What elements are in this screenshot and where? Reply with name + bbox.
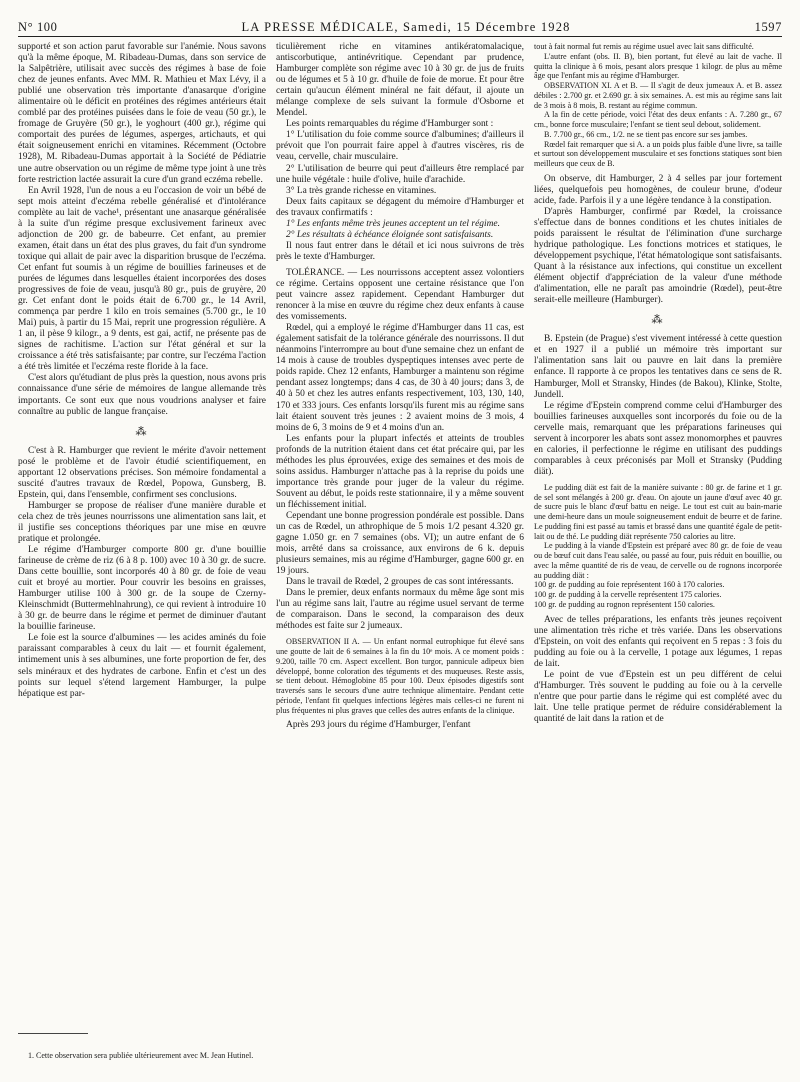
paragraph: 2° L'utilisation de beurre qui peut d'ailleurs être remplacé par une huile végétale : huile d'olive, huile d'arachide. [276,163,524,185]
paragraph: Cependant une bonne progression pondérale est possible. Dans un cas de Rœdel, un athrophique de 5 mois 1/2 pesant 4.320 gr. gagne 1.050 gr. en 7 semaines (obs. VI); un autre enfant de 6 mois, arrêté dans sa croissance, aux environs de 6 k. depuis plusieurs semaines, mis au régime d'Hamburger, gagne 600 gr. en 19 jours. [276,510,524,577]
paragraph: Le régime d'Hamburger comporte 800 gr. d'une bouillie farineuse de crème de riz (6 à 8 p. 100) avec 10 à 30 gr. de sucre. Dans cette bouillie, sont incorporés 40 à 80 gr. de foie de veau cuit et broyé au mortier. Pour couvrir les besoins en graisses, Hamburger utilise 100 à 300 gr. de la soupe de Czerny-Kleinschmidt (Buttermehlnahrung), ce qui revient à introduire 10 à 30 gr. de beurre dans le régime et permet de diminuer d'autant la bouillie farineuse. [18,545,266,633]
paragraph: C'est alors qu'étudiant de plus près la question, nous avons pris connaissance d'une série de mémoires de langue allemande très importants. Ce sont eux que nous voudrions analyser et faire connaître au public de langue française. [18,373,266,417]
paragraph: Avec de telles préparations, les enfants très jeunes reçoivent une alimentation très riche et très variée. Dans les observations d'Epstein, on voit des enfants qui reçoivent en 5 repas : 3 fois du pudding au foie ou à la cervelle, 1 potage aux légumes, 1 repas de lait. [534,614,782,669]
observation: OBSERVATION XI. A et B. — Il s'agit de deux jumeaux A. et B. assez débiles : 2.700 gr. et 2.690 gr. à six semaines. A. est mis au régime sans lait de 3 mois à 8 mois, B. restant au régime commun. [534,81,782,110]
paragraph: ticulièrement riche en vitamines antikératomalacique, antiscorbutique, antinévritique. Cependant par prudence, Hamburger complète son régime avec 10 à 30 gr. de jus de fruits ou de légumes et 5 à 10 gr. d'huile de foie de morue. Et pour être certain qu'aucun élément minéral ne fait défaut, il ajoute un mélange complexe de sels suivant la formule d'Osborne et Mendel. [276,42,524,119]
recipe: Le pudding diät est fait de la manière suivante : 80 gr. de farine et 1 gr. de sel sont mélangés à 200 gr. d'eau. On ajoute un jaune d'œuf avec 40 gr. de sucre puis le blanc d'œuf battu en neige. Le tout est cuit au bain-marie une demi-heure dans un moule soigneusement enduit de beurre et de farine. Le pudding fini est passé au tamis et brassé dans une quantité égale de petit-lait ou de thé. Le pudding diät représente 750 calories au litre. [534,482,782,541]
paragraph: Le foie est la source d'albumines — les acides aminés du foie paraissant comparables à ceux du lait — et fournit également, intimement unis à ses albumines, une forte proportion de fer, des sels minéraux et des hydrates de carbone. Enfin et c'est un des points sur lequel s'étend largement Hamburger, la pulpe hépatique est par- [18,633,266,699]
page-header [18,0,782,34]
column-1 [18,42,266,1072]
paragraph: B. Epstein (de Prague) s'est vivement intéressé à cette question et en 1927 il a publié un mémoire très important sur l'alimentation sans lait ou pauvre en lait dans la première enfance. Il rapporte à ce propos les tentatives dans ce sens de R. Hamburger, Moll et Stransky, Hindes (de Bakou), Klinke, Stolte, Jundell. [534,334,782,400]
paragraph: 3° La très grande richesse en vitamines. [286,185,437,196]
paragraph: TOLÉRANCE. — Les nourrissons acceptent assez volontiers ce régime. Certains opposent une certaine résistance que l'on peut vaincre assez rapidement. Cependant Hamburger dut renoncer à la mise en œuvre du régime chez deux enfants à cause des vomissements. [276,267,524,323]
observation: B. 7.700 gr., 66 cm., 1/2. ne se tient pas encore sur ses jambes. [544,129,748,139]
italic-point: 2° Les résultats à échéance éloignée sont satisfaisants. [286,229,494,240]
header-rule [18,36,782,37]
text-columns [18,42,782,1072]
paragraph: C'est à R. Hamburger que revient le mérite d'avoir nettement posé le problème et de l'avoir étudié scientifiquement, en apportant 12 observations précises. Son mémoire fondamental a suscité d'autres travaux de Rœdel, Popowa, Gunsberg, B. Epstein, qui, dans l'ensemble, confirment ses conclusions. [18,445,266,500]
paragraph: Deux faits capitaux se dégagent du mémoire d'Hamburger et des travaux confirmatifs : [276,196,524,218]
paragraph: En Avril 1928, l'un de nous a eu l'occasion de voir un bébé de sept mois atteint d'eczéma rebelle généralisé et d'intolérance complète au lait de vache¹, présentant une anasarque généralisée à la suite d'un régime presque exclusivement farineux avec adjonction de 200 gr. de babeurre. Cet enfant, au premier examen, était dans un état des plus graves, du fait d'un syndrome toxique qui allait de pair avec la disparition brusque de l'eczéma. Cet enfant fut soumis à un régime de bouillies farineuses et de purées de légumes dans lesquelles étaient incorporées des doses progressives de foie de veau, jusqu'à 80 gr., puis de gruyère, 20 gr. Cet enfant dont le poids était de 6.700 gr., le 14 Avril, commença par perdre 1 kilo en trois semaines (5.700 gr., le 10 Mai) puis, à partir du 15 Mai, reprit une progression régulière. A 1 an, il pèse 9 kilogr., a 9 dents, est gai, actif, ne présente pas de signes de rachitisme. L'action sur l'état général et sur la croissance a été très satisfaisante; par contre, sur l'eczéma l'action a été très limitée et l'eczéma reste floride à la face. [18,185,266,373]
paragraph: Les enfants pour la plupart infectés et atteints de troubles profonds de la nutrition étaient dans cet état précaire qui, par les méthodes les plus éprouvées, exige des semaines et des mois de soins assidus. Hamburger n'attache pas à la reprise du poids une importance très grande pour juger de la valeur du régime. Souvent au début, le poids reste stationnaire, il y a même souvent un fléchissement initial. [276,433,524,510]
observation: L'autre enfant (obs. II. B), bien portant, fut élevé au lait de vache. Il quitta la clinique à 6 mois, pesant alors presque 1 kilogr. de plus au même âge que l'enfant mis au régime d'Hamburger. [534,51,782,81]
calorie-line: 100 gr. de pudding au foie représentent 160 à 170 calories. [534,580,725,590]
footnote: 1. Cette observation sera publiée ultérieurement avec M. Jean Hutinel. [28,1050,254,1060]
paragraph: Dans le travail de Rœdel, 2 groupes de cas sont intéressants. [286,577,514,588]
paragraph: 1° L'utilisation du foie comme source d'albumines; d'ailleurs il prévoit que l'on pourrait faire appel à d'autres viscères, ris de veau, cervelle, chair musculaire. [276,130,524,163]
section-asterism: ⁂ [651,314,665,327]
observation: tout à fait normal fut remis au régime usuel avec lait sans difficulté. [534,42,754,51]
observation: Rœdel fait remarquer que si A. a un poids plus faible d'une livre, sa taille et surtout son développement musculaire et ses fonctions statiques sont bien meilleurs que ceux de B. [534,139,782,168]
observation: OBSERVATION II A. — Un enfant normal eutrophique fut élevé sans une goutte de lait de 6 semaines à la fin du 10ᵉ mois. A ce moment poids : 9.200, taille 70 cm. Aspect excellent. Bon turgor, pannicule adipeux bien développé, bonne coloration des téguments et des muqueuses. Reste assis, se tient debout. Hémoglobine 85 pour 100. Deux épisodes digestifs sont traversés sans le secours d'une autre technique alimentaire. Pendant cette période, l'enfant fit quelques infections légères mais celles-ci ne furent ni plus fréquentes ni plus graves que celles des autres enfants de la clinique. [276,637,524,715]
calorie-line: 100 gr. de pudding à la cervelle représentent 175 calories. [534,590,722,600]
paragraph: On observe, dit Hamburger, 2 à 4 selles par jour fortement liées, quelquefois peu homogènes, de couleur brune, d'odeur acide, fade. Parfois il y a une légère tendance à la constipation. [534,173,782,206]
recipe: Le pudding à la viande d'Epstein est préparé avec 80 gr. de foie de veau ou de bœuf cuit dans l'eau salée, ou passé au four, puis réduit en bouillie, ou avec la même quantité de ris de veau, de cervelle ou de rognons incorporée au pudding diät : [534,541,782,580]
paragraph: Rœdel, qui a employé le régime d'Hamburger dans 11 cas, est également satisfait de la tolérance générale des nourrissons. Il dut néanmoins l'interrompre au bout d'une semaine chez un enfant de 14 mois à cause de troubles dyspeptiques intenses avec perte de poids rapide. Chez 12 enfants, Hamburger a maintenu son régime pendant assez longtemps; dans 4 cas, de 30 à 40 jours; dans 3, de 40 à 50 et chez les autres enfants respectivement, 103, 130, 140, 170 et 333 jours. Ces enfants lorsqu'ils furent mis au régime sans lait étaient souvent très jeunes : 2 avaient moins de 3 mois, 4 moins de 6, 3 moins de 9 et 4 moins d'un an. [276,323,524,433]
page-number: 1597 [754,20,782,34]
paragraph: Dans le premier, deux enfants normaux du même âge sont mis l'un au régime sans lait, l'autre au régime usuel servant de terme de comparaison. Dans le second, la comparaison des deux méthodes est faite sur 2 jumeaux. [276,588,524,632]
paragraph: Il nous faut entrer dans le détail et ici nous suivrons de très près le texte d'Hamburger. [276,240,524,262]
footnote-rule [18,1033,88,1034]
paragraph: Après 293 jours du régime d'Hamburger, l'enfant [286,720,471,731]
column-3 [534,42,782,1072]
paragraph: Les points remarquables du régime d'Hamburger sont : [286,119,494,130]
paragraph: Hamburger se propose de réaliser d'une manière durable et cela chez de très jeunes nourrissons une alimentation sans lait, et il justifie ses conceptions théoriques par une mise en œuvre pratique et prolongée. [18,500,266,544]
observation: A la fin de cette période, voici l'état des deux enfants : A. 7.280 gr., 67 cm., bonne force musculaire; l'enfant se tient seul debout, solidement. [534,110,782,129]
journal-title: LA PRESSE MÉDICALE, Samedi, 15 Décembre 1928 [241,20,571,34]
paragraph: Le régime d'Epstein comprend comme celui d'Hamburger des bouillies farineuses auxquelles sont incorporés du foie ou de la cervelle mais, remarquant que les préparations farineuses qui servent à incorporer les abats sont assez monomorphes et pauvres en calories, il perfectionne le régime en utilisant des puddings comparables à ceux préconisés par Moll et Stransky (Pudding diät). [534,400,782,477]
paragraph: Le point de vue d'Epstein est un peu différent de celui d'Hamburger. Très souvent le pudding au foie ou à la cervelle n'entre que pour partie dans le régime qui est complété avec du lait. Une telle pratique permet de réduire considérablement la quantité de lait dans la ration et de [534,669,782,725]
italic-point: 1° Les enfants même très jeunes acceptent un tel régime. [286,218,500,229]
issue-number: N° 100 [18,20,58,34]
paragraph: D'après Hamburger, confirmé par Rœdel, la croissance s'effectue dans de bonnes conditions et les chutes initiales de poids paraissent le résultat de l'élimination d'une surcharge hydrique pathologique. Les fonctions motrices et statiques, le développement psychique, l'état hématologique sont satisfaisants. Quant à la résistance aux infections, qui constitue un excellent élément objectif d'appréciation de la valeur d'une méthode d'alimentation, elle ne paraît pas amoindrie (Rœdel), peut-être serait-elle meilleure (Hamburger). [534,206,782,306]
section-asterism: ⁂ [135,425,149,438]
column-2 [276,42,524,1072]
paragraph: supporté et son action parut favorable sur l'anémie. Nous savons qu'à la même époque, M. Ribadeau-Dumas, dans son service de la Salpêtrière, utilisait avec succès des régimes à base de foie chez de jeunes enfants. Avec MM. R. Mathieu et Max Lévy, il a publié une observation très importante d'anasarque d'origine alimentaire où le déficit en protéines des régimes antérieurs était comblé par des protéines puisées dans le foie de veau (50 gr.), le fromage de Gruyère (50 gr.), le yoghourt (400 gr.), régime qui comportait des purées de légumes, asperges, artichauts, et qui était soigneusement enrichi en vitamines. Récemment (Octobre 1928), M. Ribadeau-Dumas apportait à la Société de Pédiatrie une autre observation ou un régime de même type joint à une très forte restriction lactée assurait la cure d'un grand eczéma rebelle. [18,42,266,185]
calorie-line: 100 gr. de pudding au rognon représentent 150 calories. [534,599,715,609]
